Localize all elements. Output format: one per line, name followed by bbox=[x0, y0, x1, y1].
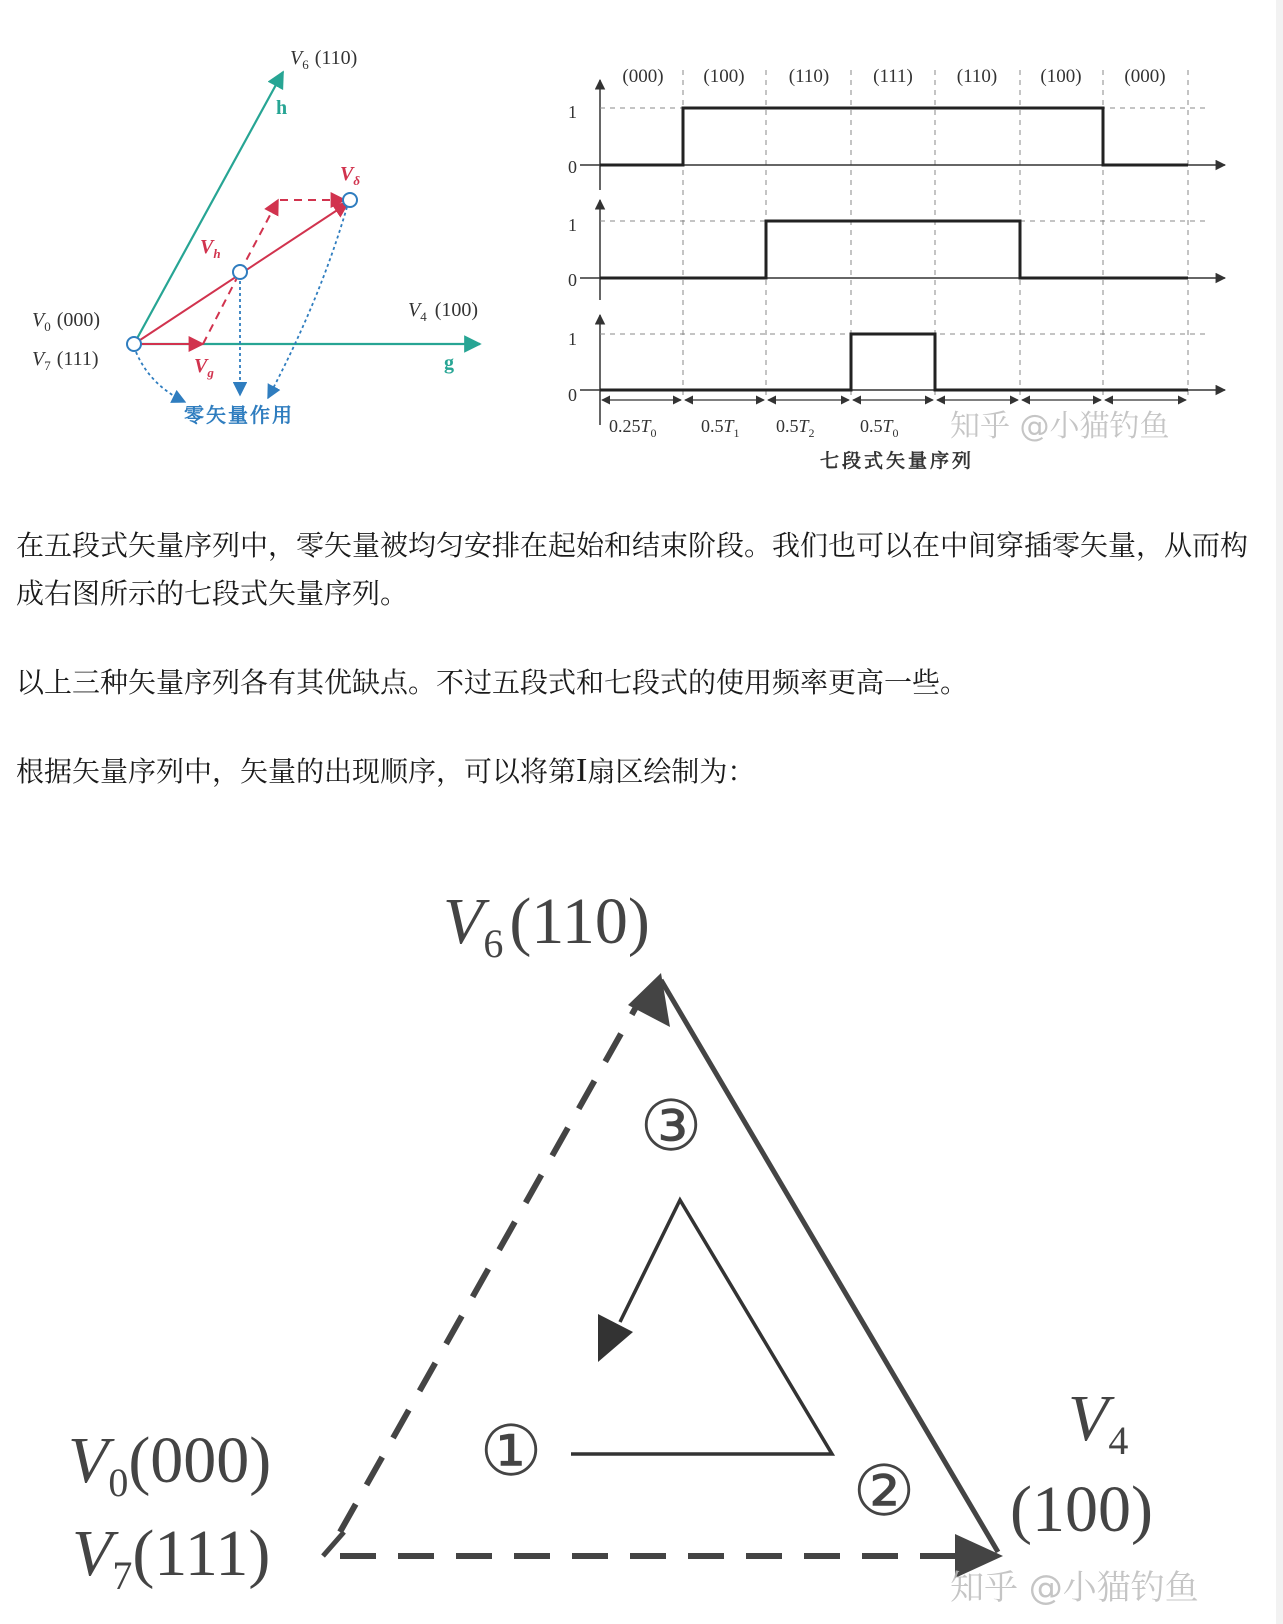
timing-watermark: 知乎 @小猫钓鱼 bbox=[950, 409, 1170, 444]
sector-v7-label: $V_7(111)$ bbox=[72, 1517, 271, 1598]
duration-label-4: $0.5T_0$ bbox=[860, 416, 899, 440]
vg-to-vh-dashed bbox=[203, 272, 240, 344]
state-label-4: (111) bbox=[873, 66, 913, 87]
v0-label: $V_0$ (000) bbox=[32, 309, 101, 334]
origin-corner-tick bbox=[323, 1532, 344, 1556]
vh-label: $V_h$ bbox=[200, 236, 221, 261]
sector-v0-label: $V_0(000)$ bbox=[68, 1424, 272, 1505]
row-b-zero: 0 bbox=[568, 270, 577, 290]
row-c-zero: 0 bbox=[568, 385, 577, 405]
top-figure bbox=[0, 0, 1283, 490]
paragraph-pros-cons: 以上三种矢量序列各有其优缺点。不过五段式和七段式的使用频率更高一些。 bbox=[16, 666, 969, 699]
state-label-1: (000) bbox=[622, 66, 664, 87]
v7-label: $V_7$ (111) bbox=[32, 348, 99, 373]
state-labels bbox=[622, 66, 1165, 87]
signal-row-b bbox=[568, 200, 1225, 300]
vdelta-curve-dotted bbox=[268, 207, 347, 398]
vh-node bbox=[233, 265, 247, 279]
v4-label: $V_4$ (100) bbox=[408, 299, 479, 324]
step-2-marker: ② bbox=[852, 1454, 916, 1531]
duration-label-2: $0.5T_1$ bbox=[701, 416, 740, 440]
row-a-zero: 0 bbox=[568, 157, 577, 177]
state-label-3: (110) bbox=[788, 66, 830, 87]
sector-roman-numeral: I bbox=[576, 752, 588, 789]
sector-watermark: 知乎 @小猫钓鱼 bbox=[950, 1568, 1199, 1608]
sector-intro-after: 扇区绘制为： bbox=[587, 755, 756, 788]
paragraph-sector-intro bbox=[16, 747, 1256, 796]
origin-node bbox=[127, 337, 141, 351]
zero-vector-caption: 零矢量作用 bbox=[184, 403, 294, 427]
h-label: h bbox=[276, 97, 288, 119]
row-c-waveform bbox=[600, 334, 1188, 390]
duration-label-3: $0.5T_2$ bbox=[776, 416, 815, 440]
vdelta-label: $V_\delta$ bbox=[340, 163, 361, 188]
state-label-5: (110) bbox=[956, 66, 998, 87]
row-b-waveform bbox=[600, 221, 1188, 278]
state-label-6: (100) bbox=[1040, 66, 1082, 87]
sector-diagram bbox=[0, 855, 1283, 1624]
duration-labels bbox=[609, 416, 899, 440]
sector-v6-label: $V_6(110)$ bbox=[443, 885, 650, 966]
state-label-2: (100) bbox=[703, 66, 745, 87]
step-3-marker: ③ bbox=[639, 1089, 703, 1166]
sector-v4-symbol: $V_4$ bbox=[1068, 1382, 1129, 1463]
g-label: g bbox=[444, 352, 454, 374]
v0-curve-dotted bbox=[136, 352, 185, 402]
seven-segment-timing-diagram bbox=[568, 66, 1225, 472]
duration-label-1: $0.25T_0$ bbox=[609, 416, 657, 440]
step-1-marker: ① bbox=[479, 1414, 543, 1491]
row-b-one: 1 bbox=[568, 215, 577, 235]
row-a-waveform bbox=[600, 108, 1188, 165]
v6-label: $V_6$ (110) bbox=[290, 47, 358, 72]
h-axis-arrow bbox=[134, 72, 283, 344]
vg-label: $V_g$ bbox=[194, 355, 214, 380]
paragraph-seven-segment: 在五段式矢量序列中，零矢量被均匀安排在起始和结束阶段。我们也可以在中间穿插零矢量，从而构成右图所示的七段式矢量序列。 bbox=[16, 529, 1249, 610]
solid-right-edge bbox=[661, 980, 998, 1552]
timing-diagram-title: 七段式矢量序列 bbox=[819, 450, 975, 472]
signal-row-a bbox=[568, 80, 1225, 190]
row-a-one: 1 bbox=[568, 102, 577, 122]
vector-decomposition-diagram bbox=[32, 47, 480, 427]
sector-v4-code: (100) bbox=[1010, 1473, 1153, 1546]
row-c-one: 1 bbox=[568, 329, 577, 349]
sector-intro-before: 根据矢量序列中，矢量的出现顺序，可以将第 bbox=[16, 755, 577, 788]
vdelta-node bbox=[343, 193, 357, 207]
state-label-7: (000) bbox=[1124, 66, 1166, 87]
inner-rotation-arrowhead bbox=[598, 1314, 633, 1362]
